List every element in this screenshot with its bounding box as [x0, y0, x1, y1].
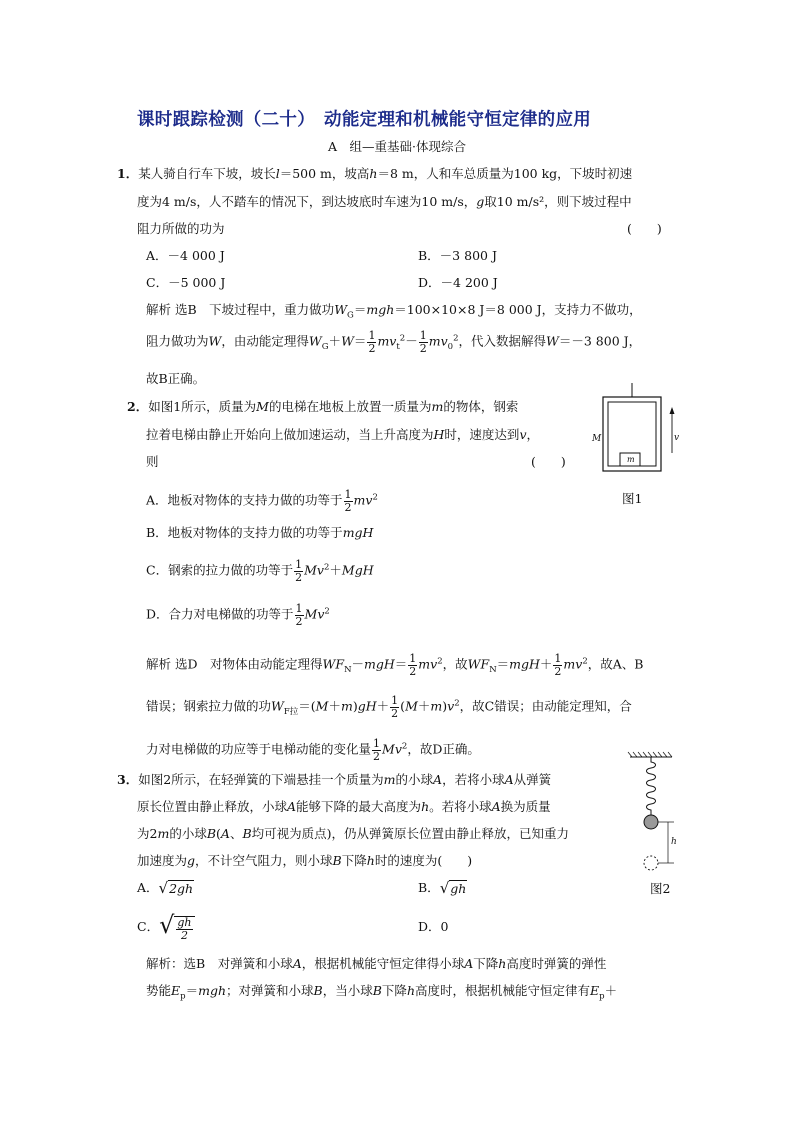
- q3-line1: 3．如图2所示，在轻弹簧的下端悬挂一个质量为m的小球A，若将小球A从弹簧: [117, 772, 552, 787]
- figure-1-label-M: M: [592, 434, 602, 444]
- figure-2-caption: 图2: [650, 881, 671, 896]
- q1-option-a: A．－4 000 J: [146, 248, 225, 263]
- figure-2-label-h: h: [671, 837, 677, 847]
- q2-line1: 2．如图1所示，质量为M的电梯在地板上放置一质量为m的物体，钢索: [127, 399, 519, 414]
- figure-2-spring: [626, 750, 686, 874]
- q2-option-d: D．合力对电梯做的功等于 $\frac{1}{2}$ Mv$^2$: [146, 602, 330, 628]
- section-subtitle: A 组—重基础·体现综合: [328, 139, 467, 154]
- q2-line2: 拉着电梯由静止开始向上做加速运动，当上升高度为H时，速度达到v，: [146, 427, 540, 442]
- q3-solution-line2: 势能$E_p=mgh$；对弹簧和小球B，当小球B下降h高度时，根据机械能守恒定律有$E_p+$: [146, 983, 618, 1002]
- q3-line3: 为2m的小球B(A、B均可视为质点)，仍从弹簧原长位置由静止释放，已知重力: [137, 826, 570, 841]
- q2-bracket: ( ): [531, 454, 566, 469]
- q3-option-a: A．√2gh: [137, 879, 194, 897]
- q1-line2: 度为4 m/s，人不踏车的情况下，到达坡底时车速为10 m/s，g取10 m/s²，则下坡过程中: [137, 194, 632, 209]
- q3-option-c: C．√ $\frac{gh}{2}$: [137, 913, 195, 942]
- figure-1-label-v: v: [674, 433, 680, 443]
- q3-line2: 原长位置由静止释放，小球A能够下降的最大高度为h。若将小球A换为质量: [137, 799, 551, 814]
- q3-option-b: B．√gh: [418, 879, 467, 897]
- q2-option-a: A．地板对物体的支持力做的功等于 $\frac{1}{2}$ $mv^2$: [146, 488, 378, 514]
- q3-line4: 加速度为g，不计空气阻力，则小球B下降h时的速度为( ): [137, 853, 473, 868]
- page-title: 课时跟踪检测（二十） 动能定理和机械能守恒定律的应用: [137, 110, 592, 130]
- q3-solution-line1: 解析：选B 对弹簧和小球A，根据机械能守恒定律得小球A下降h高度时弹簧的弹性: [146, 956, 607, 971]
- q3-option-d: D．0: [418, 919, 449, 934]
- q1-option-d: D．－4 200 J: [418, 275, 498, 290]
- q1-solution-line1: 解析 选B 下坡过程中，重力做功$W_G=mgh=100\times 10\times 8$ J＝8 000 J，支持力不做功，: [146, 302, 642, 321]
- q1-solution-line3: 故B正确。: [146, 371, 206, 386]
- figure-1-label-m: m: [627, 455, 635, 464]
- q1-solution-line2: 阻力做功为W，由动能定理得$W_G+W=$ $\frac{1}{2}$ $mv_t^2-$ $\frac{1}{2}$ $mv_0^2$，代入数据解得W＝－3 800 J，: [146, 329, 642, 355]
- q2-line3: 则: [146, 454, 159, 469]
- q2-option-b: B．地板对物体的支持力做的功等于mgH: [146, 525, 374, 540]
- q2-option-c: C．钢索的拉力做的功等于 $\frac{1}{2}$ $Mv^2+MgH$: [146, 558, 374, 584]
- q2-solution-line1: 解析 选D 对物体由动能定理得$WF_N-mgH=$ $\frac{1}{2}$ $mv^2$，故$WF_N=mgH+$ $\frac{1}{2}$ $mv^2$，故A、B: [146, 652, 644, 678]
- q2-solution-line3: 力对电梯做的功应等于电梯动能的变化量 $\frac{1}{2}$ Mv$^2$，故D正确。: [146, 737, 480, 763]
- figure-1-elevator: [590, 383, 690, 475]
- q1-bracket: ( ): [627, 221, 662, 236]
- figure-1-caption: 图1: [622, 491, 643, 506]
- q1-option-b: B．－3 800 J: [418, 248, 497, 263]
- q1-option-c: C．－5 000 J: [146, 275, 226, 290]
- q1-line3: 阻力所做的功为: [137, 221, 225, 236]
- q2-solution-line2: 错误；钢索拉力做的功$W_{F拉}=(M+m)gH+$ $\frac{1}{2}$ $(M+m)v^2$，故C错误；由动能定理知，合: [146, 694, 632, 720]
- q1-line1: 1．某人骑自行车下坡，坡长l＝500 m，坡高h＝8 m，人和车总质量为100 kg，下坡时初速: [117, 166, 633, 181]
